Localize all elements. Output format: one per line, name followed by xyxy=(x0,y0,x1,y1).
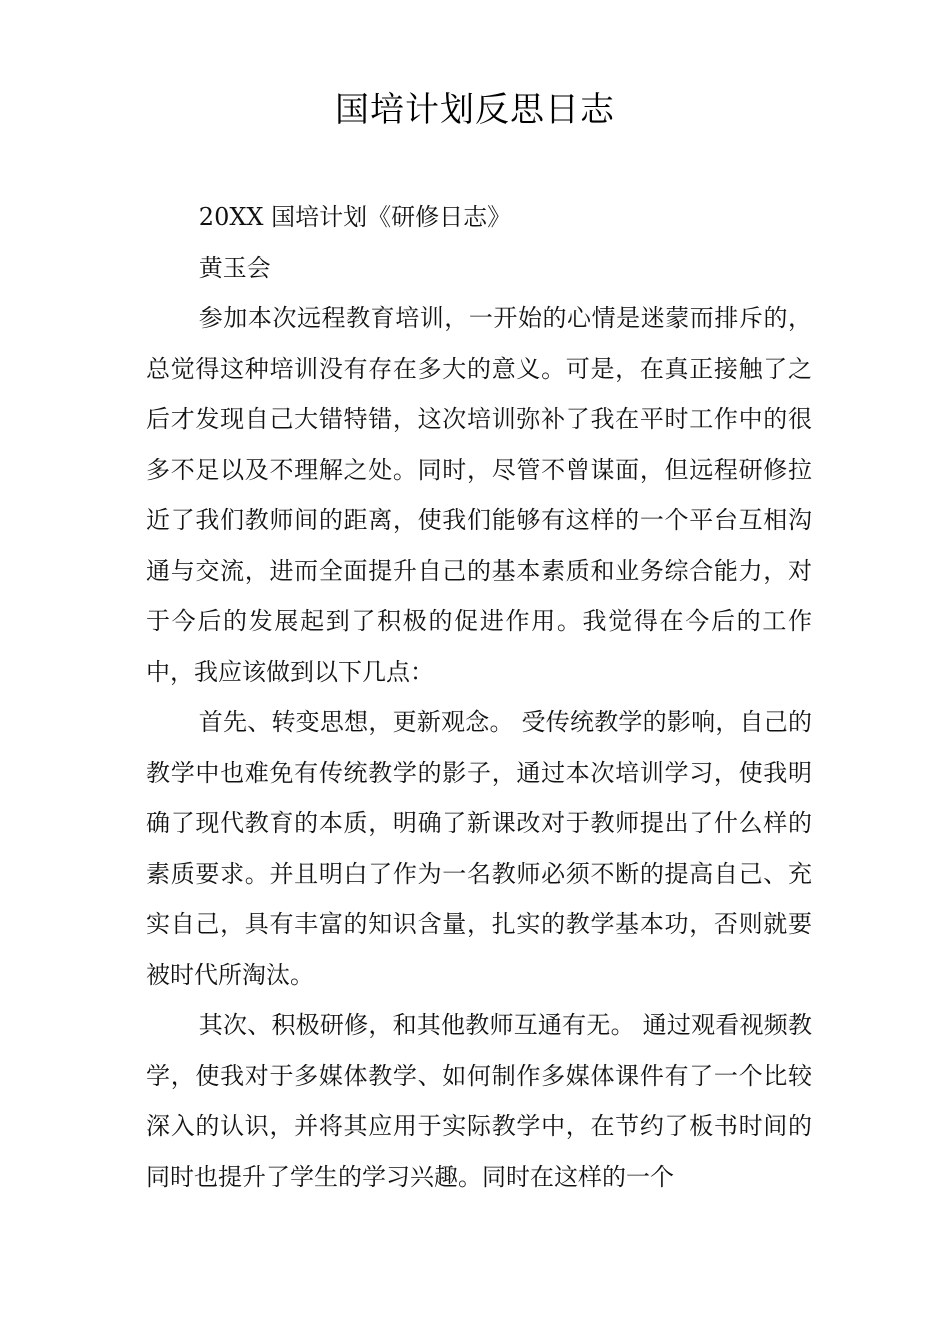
document-title: 国培计划反思日志 xyxy=(335,90,615,130)
paragraph-intro: 参加本次远程教育培训，一开始的心情是迷蒙而排斥的，总觉得这种培训没有存在多大的意义。可是，在真正接触了之后才发现自己大错特错，这次培训弥补了我在平时工作中的很多不足以及不理解之处。同时，尽管不曾谋面，但远程研修拉近了我们教师间的距离，使我们能够有这样的一个平台互相沟通与交流，进而全面提升自己的基本素质和业务综合能力，对于今后的发展起到了积极的促进作用。我觉得在今后的工作中，我应该做到以下几点： xyxy=(146,304,812,686)
document-body xyxy=(146,192,812,1202)
author-line: 黄玉会 xyxy=(198,253,271,282)
subtitle-line: 20XX 国培计划《研修日志》 xyxy=(198,203,512,231)
paragraph-second-point: 其次、积极研修，和其他教师互通有无。 通过观看视频教学，使我对于多媒体教学、如何制作多媒体课件有了一个比较深入的认识，并将其应用于实际教学中，在节约了板书时间的同时也提升了学生的学习兴趣。同时在这样的一个 xyxy=(146,1011,812,1191)
paragraph-first-point: 首先、转变思想，更新观念。 受传统教学的影响，自己的教学中也难免有传统教学的影子，通过本次培训学习，使我明确了现代教育的本质，明确了新课改对于教师提出了什么样的素质要求。并且明白了作为一名教师必须不断的提高自己、充实自己，具有丰富的知识含量，扎实的教学基本功，否则就要被时代所淘汰。 xyxy=(146,708,812,989)
